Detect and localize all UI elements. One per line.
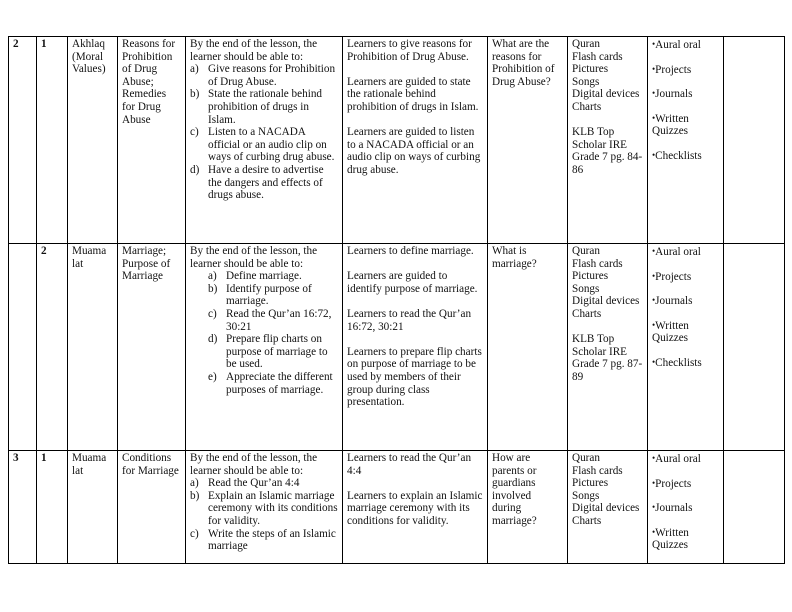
strand-text: Muama lat [72, 452, 107, 477]
learning-outcomes-cell [186, 244, 343, 451]
experience-item: Learners to prepare flip charts on purpose of marriage to be used by members of their group during class presentation. [347, 345, 482, 409]
resources-cell [568, 244, 648, 451]
substrand-text: Marriage; Purpose of Marriage [122, 245, 171, 283]
outcome-item [190, 308, 338, 333]
outcome-marker: b) [190, 88, 200, 101]
outcomes-lead: By the end of the lesson, the learner should be able to: [190, 245, 318, 270]
key-inquiry-question: How are parents or guardians involved during marriage? [492, 452, 537, 527]
outcome-marker: d) [208, 333, 218, 346]
outcome-marker: e) [208, 370, 217, 383]
outcome-item [190, 63, 338, 88]
assessment-text: Checklists [655, 356, 702, 369]
outcome-item [190, 126, 338, 164]
assessment-text: Aural oral [655, 453, 701, 465]
resource-item: Pictures [572, 270, 609, 283]
lesson-text: 1 [41, 452, 47, 464]
week-cell [9, 451, 37, 564]
scheme-of-work-table [8, 36, 785, 564]
outcome-item [190, 270, 338, 283]
resource-item: Quran [572, 38, 600, 50]
assessment-item [652, 526, 719, 552]
assessment-item [652, 452, 719, 466]
substrand-text: Conditions for Marriage [122, 452, 179, 477]
outcomes-list [190, 270, 338, 396]
outcome-item [190, 528, 338, 553]
assessment-text: Journals [655, 88, 693, 101]
outcome-item [190, 371, 338, 396]
outcome-text: Write the steps of an Islamic marriage [208, 527, 336, 553]
lesson-cell [37, 37, 68, 244]
strand-cell [68, 37, 118, 244]
assessment-cell [648, 244, 724, 451]
resources-cell [568, 451, 648, 564]
assessment-item [652, 112, 719, 138]
outcome-text: Listen to a NACADA official or an audio clip on ways of curbing drug abuse. [208, 126, 335, 164]
key-inquiry-question: What are the reasons for Prohibition of Drug Abuse? [492, 38, 555, 88]
resource-item: Quran [572, 452, 600, 464]
outcome-item [190, 490, 338, 528]
resource-item: Charts [572, 307, 602, 320]
experience-item: Learners to explain an Islamic marriage ceremony with its conditions for validity. [347, 489, 483, 527]
resource-item: Pictures [572, 477, 609, 490]
outcome-marker: a) [208, 270, 217, 283]
learning-outcomes-cell [186, 37, 343, 244]
outcome-text: Prepare flip charts on purpose of marriage to be used. [226, 333, 328, 371]
outcome-text: State the rationale behind prohibition of drugs in Islam. [208, 88, 323, 126]
resource-item: Charts [572, 514, 602, 527]
substrand-text: Reasons for Prohibition of Drug Abuse; Remedies for Drug Abuse [122, 38, 176, 126]
strand-text: Akhlaq (Moral Values) [72, 38, 106, 76]
key-inquiry-question: What is marriage? [492, 245, 537, 270]
outcome-text: Define marriage. [226, 270, 302, 283]
outcome-text: Have a desire to advertise the dangers and effects of drugs abuse. [208, 163, 324, 202]
substrand-cell [118, 37, 186, 244]
bullet-icon: • [652, 88, 656, 99]
learning-experiences-cell [343, 451, 488, 564]
outcome-marker: c) [208, 307, 217, 320]
strand-cell [68, 451, 118, 564]
assessment-item [652, 477, 719, 491]
substrand-cell [118, 451, 186, 564]
remarks-cell [724, 451, 785, 564]
assessment-text: Journals [655, 295, 693, 308]
outcome-marker: b) [208, 282, 218, 295]
assessment-text: Journals [655, 502, 693, 515]
outcome-marker: b) [190, 489, 200, 502]
resource-item: Songs [572, 489, 600, 502]
learning-outcomes-cell [186, 451, 343, 564]
resource-item: Flash cards [572, 464, 623, 477]
table-row [9, 451, 785, 564]
outcomes-list [190, 63, 338, 202]
assessment-text: Projects [655, 63, 692, 76]
lesson-cell [37, 451, 68, 564]
resource-item: Digital devices [572, 502, 640, 515]
key-inquiry-cell [488, 451, 568, 564]
bullet-icon: • [652, 39, 656, 49]
bullet-icon: • [652, 453, 656, 463]
resource-item: Flash cards [572, 257, 623, 270]
strand-cell [68, 244, 118, 451]
key-inquiry-cell [488, 244, 568, 451]
resource-item: Digital devices [572, 88, 640, 101]
bullet-icon: • [652, 502, 656, 513]
bullet-icon: • [652, 246, 656, 256]
assessment-item [652, 149, 719, 163]
bullet-icon: • [652, 319, 656, 330]
assessment-item [652, 38, 719, 52]
resource-gap [572, 114, 643, 127]
resource-item: Charts [572, 100, 602, 113]
outcome-marker: c) [190, 527, 199, 540]
experience-item: Learners are guided to state the rationale behind prohibition of drugs in Islam. [347, 75, 479, 113]
assessment-item [652, 319, 719, 345]
week-cell [9, 244, 37, 451]
bullet-icon: • [652, 63, 656, 74]
experience-item: Learners are guided to identify purpose of marriage. [347, 270, 478, 295]
resource-item: Flash cards [572, 50, 623, 63]
experience-item: Learners to define marriage. [347, 245, 474, 257]
learning-experiences-cell [343, 37, 488, 244]
remarks-cell [724, 37, 785, 244]
lesson-text: 2 [41, 245, 47, 257]
assessment-text: Written Quizzes [652, 319, 689, 345]
learning-experiences-cell [343, 244, 488, 451]
lesson-cell [37, 244, 68, 451]
outcomes-list [190, 477, 338, 553]
resources-cell [568, 37, 648, 244]
bullet-icon: • [652, 149, 656, 160]
assessment-text: Checklists [655, 149, 702, 162]
assessment-cell [648, 451, 724, 564]
lesson-text: 1 [41, 38, 47, 50]
outcome-text: Read the Qur’an 4:4 [208, 477, 300, 490]
bullet-icon: • [652, 270, 656, 281]
outcome-item [190, 283, 338, 308]
substrand-cell [118, 244, 186, 451]
bullet-icon: • [652, 112, 656, 123]
assessment-text: Aural oral [655, 39, 701, 51]
assessment-item [652, 245, 719, 259]
strand-text: Muama lat [72, 245, 107, 270]
reference-text: KLB Top Scholar IRE Grade 7 pg. 84-86 [572, 126, 643, 176]
key-inquiry-cell [488, 37, 568, 244]
week-cell [9, 37, 37, 244]
outcome-text: Identify purpose of marriage. [226, 282, 312, 308]
assessment-item [652, 294, 719, 308]
reference-text: KLB Top Scholar IRE Grade 7 pg. 87-89 [572, 333, 643, 383]
outcome-marker: c) [190, 126, 199, 139]
bullet-icon: • [652, 295, 656, 306]
experience-item: Learners to read the Qur’an 4:4 [347, 452, 472, 477]
outcome-text: Explain an Islamic marriage ceremony with its conditions for validity. [208, 489, 338, 527]
outcome-item [190, 477, 338, 490]
assessment-text: Written Quizzes [652, 526, 689, 552]
assessment-text: Written Quizzes [652, 112, 689, 138]
assessment-item [652, 270, 719, 284]
week-text: 2 [13, 38, 19, 50]
assessment-item [652, 356, 719, 370]
table-row [9, 37, 785, 244]
outcome-text: Appreciate the different purposes of marriage. [226, 370, 333, 396]
outcome-text: Read the Qur’an 16:72, 30:21 [226, 307, 332, 333]
bullet-icon: • [652, 356, 656, 367]
outcome-item [190, 164, 338, 202]
assessment-text: Projects [655, 477, 692, 490]
outcome-text: Give reasons for Prohibition of Drug Abuse. [208, 63, 336, 88]
assessment-text: Projects [655, 270, 692, 283]
assessment-item [652, 501, 719, 515]
outcome-item [190, 333, 338, 371]
bullet-icon: • [652, 477, 656, 488]
outcome-item [190, 88, 338, 126]
outcomes-lead: By the end of the lesson, the learner should be able to: [190, 38, 318, 63]
remarks-cell [724, 244, 785, 451]
assessment-cell [648, 37, 724, 244]
table-row [9, 244, 785, 451]
resource-item: Songs [572, 75, 600, 88]
assessment-item [652, 87, 719, 101]
experience-item: Learners to read the Qur’an 16:72, 30:21 [347, 307, 472, 333]
assessment-item [652, 63, 719, 77]
resource-item: Songs [572, 282, 600, 295]
week-text: 3 [13, 452, 19, 464]
resource-item: Pictures [572, 63, 609, 76]
assessment-text: Aural oral [655, 246, 701, 258]
resource-item: Quran [572, 245, 600, 257]
outcome-marker: a) [190, 477, 199, 490]
resource-item: Digital devices [572, 295, 640, 308]
outcome-marker: a) [190, 63, 199, 76]
experience-item: Learners to give reasons for Prohibition of Drug Abuse. [347, 38, 472, 63]
experience-item: Learners are guided to listen to a NACADA official or an audio clip on ways of curbing drug abuse. [347, 126, 481, 176]
outcomes-lead: By the end of the lesson, the learner should be able to: [190, 452, 318, 477]
outcome-marker: d) [190, 163, 200, 176]
bullet-icon: • [652, 526, 656, 537]
resource-gap [572, 321, 643, 334]
